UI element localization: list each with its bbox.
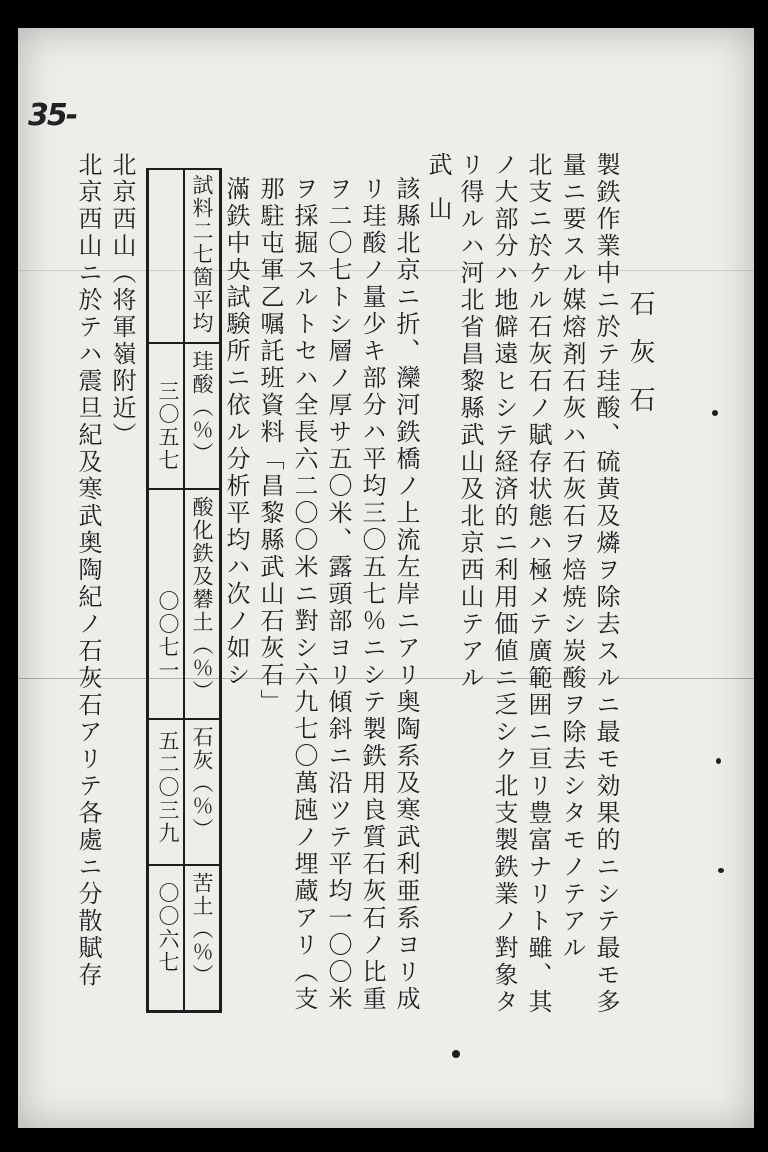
ink-speck	[712, 410, 718, 416]
table-header-cell: 苦土（％）	[190, 872, 214, 987]
table-value-cell: 〇〇六七	[156, 882, 180, 974]
ink-speck	[452, 1050, 460, 1058]
table-row-divider	[149, 718, 219, 720]
text-column: 量ニ要スル媒熔剤石灰ハ石灰石ヲ焙焼シ炭酸ヲ除去シタモノテアル	[558, 152, 586, 962]
text-column: リ得ルハ河北省昌黎縣武山及北京西山テアル	[456, 152, 484, 692]
text-column: 北支ニ於ケル石灰石ノ賦存状態ハ極メテ廣範囲ニ亘リ豊富ナリト雖、其	[524, 152, 552, 1016]
subsection-title: 北京西山（将軍嶺附近）	[108, 152, 136, 449]
text-column: 那駐屯軍乙嘱託班資料「昌黎縣武山石灰石」	[256, 176, 284, 716]
page-number: 35-	[28, 98, 77, 133]
text-column: ヲ二〇七トシ層ノ厚サ五〇米、露頭部ヨリ傾斜ニ沿ツテ平均一〇〇米	[324, 176, 352, 1013]
text-column: ノ大部分ハ地僻遠ヒシテ経済的ニ利用価値ニ乏シク北支製鉄業ノ對象タ	[490, 152, 518, 1016]
table-value-cell: 五二〇三九	[156, 730, 180, 845]
table-column-divider	[183, 170, 185, 1010]
text-column: 該縣北京ニ折、灤河鉄橋ノ上流左岸ニアリ奥陶系及寒武利亜系ヨリ成	[392, 176, 420, 1013]
table-header-sample: 試料二七箇平均	[190, 174, 214, 335]
table-value-cell: 〇〇七一	[156, 590, 180, 682]
table-row-divider	[149, 864, 219, 866]
table-row-divider	[149, 342, 219, 344]
text-column: 滿鉄中央試験所ニ依ル分析平均ハ次ノ如シ	[222, 176, 250, 689]
text-column: リ珪酸ノ量少キ部分ハ平均三〇五七％ニシテ製鉄用良質石灰石ノ比重	[358, 176, 386, 1013]
fold-line	[18, 678, 754, 679]
table-header-cell: 石灰（％）	[190, 726, 214, 841]
section-heading: 石灰石	[625, 290, 655, 434]
table-row-divider	[149, 488, 219, 490]
text-column: 製鉄作業中ニ於テ珪酸、硫黄及燐ヲ除去スルニ最モ効果的ニシテ最モ多	[592, 152, 620, 1016]
text-column: ヲ採掘スルトセハ全長六二〇〇米ニ對シ六九七〇萬瓲ノ埋蔵アリ（支	[290, 176, 318, 1013]
subsection-title: 武山	[424, 152, 452, 240]
analysis-table	[146, 168, 222, 1013]
table-header-cell: 珪酸（％）	[190, 350, 214, 465]
text-column: 北京西山ニ於テハ震旦紀及寒武奥陶紀ノ石灰石アリテ各處ニ分散賦存	[74, 152, 102, 989]
ink-speck	[718, 868, 724, 873]
table-header-cell: 酸化鉄及礬土（％）	[190, 496, 214, 703]
table-value-cell: 三〇五七	[156, 380, 180, 472]
ink-speck	[716, 758, 721, 764]
